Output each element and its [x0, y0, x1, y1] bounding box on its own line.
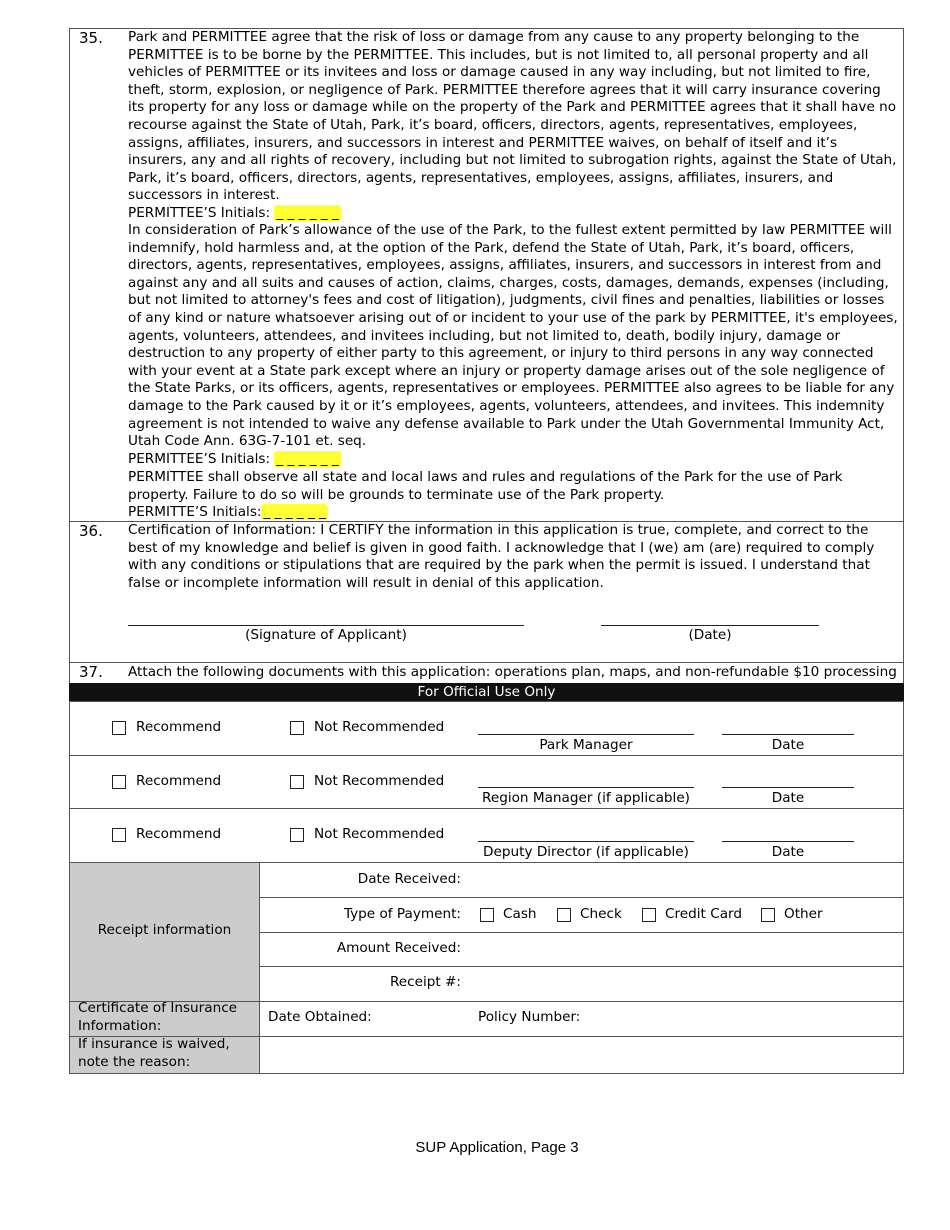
initials-label-3: PERMITTE’S Initials: [128, 504, 262, 521]
initials-field-2[interactable]: _ _ _ _ _ _ [276, 450, 339, 467]
other-label: Other [784, 906, 823, 922]
park-manager-date-line[interactable] [722, 734, 854, 735]
recommend-checkbox[interactable] [112, 721, 126, 735]
park-manager-date-caption: Date [771, 737, 805, 753]
date-line[interactable] [601, 625, 819, 626]
signature-line[interactable] [128, 625, 524, 626]
credit-card-checkbox[interactable] [642, 908, 656, 922]
certificate-of-insurance-label: Certificate of Insurance Information: [78, 1000, 238, 1034]
official-use-header: For Official Use Only [69, 683, 904, 702]
indemnity-text: In consideration of Park’s allowance of the use of the Park, to the fullest extent permitted by law PERMITTEE will indemnify, hold harmless and, at the option of the Park, defend the State of Utah, Park, it’s board, officers, directors, agents, representatives, employees, assigns, affiliates, insurers, and successors in interest from and against any and all suits and causes of action, claims, charges, costs, damages, demands, expenses (including, but not limited to attorney's fees and cost of litigation), judgments, civil fines and penalties, liabilities or losses of any kind or nature whatsoever arising out of or incident to your use of the park by PERMITTEE, it's employees, agents, volunteers, attendees, and invitees including, but not limited to, death, bodily injury, damage or destruction to any property of either party to this agreement, or injury to third persons in any way connected with your event at a State park except where an injury or property damage arises out of the sole negligence of the State Parks, or its officers, agents, representatives or employees. PERMITTEE also agrees to be liable for any damage to the Park caused by it or it’s employees, agents, volunteers, attendees, and invitees. This indemnity agreement is not intended to waive any defense available to Park under the Utah Governmental Immunity Act, Utah Code Ann. 63G-7-101 et. seq. [128, 222, 898, 450]
receipt-row-divider [259, 932, 904, 933]
initials-label-2: PERMITTEE’S Initials: [128, 450, 275, 467]
page-footer: SUP Application, Page 3 [415, 1139, 579, 1156]
policy-number-label: Policy Number: [478, 1009, 581, 1025]
certification-text: Certification of Information: I CERTIFY the information in this application is true, complete, and correct to the best of my knowledge and belief is given in good faith. I acknowledge that I (we) am (are) required to comply with any conditions or stipulations that are required by the park when the permit is issued. I understand that false or incomplete information will result in denial of this application. [128, 522, 875, 591]
signature-caption: (Signature of Applicant) [245, 627, 407, 643]
not-recommended-label: Not Recommended [314, 719, 445, 735]
initials-field-1[interactable]: _ _ _ _ _ _ [276, 204, 339, 221]
not-recommended-checkbox[interactable] [290, 721, 304, 735]
not-recommended-label: Not Recommended [314, 826, 445, 842]
not-recommended-checkbox[interactable] [290, 828, 304, 842]
park-manager-signature-line[interactable] [478, 734, 694, 735]
official-row-divider [69, 808, 904, 809]
region-manager-date-line[interactable] [722, 787, 854, 788]
section-37 [69, 662, 904, 684]
attachments-text: Attach the following documents with this application: operations plan, maps, and non-refundable $10 processing [128, 664, 897, 680]
date-received-label: Date Received: [357, 871, 461, 887]
section-35-paragraph-3 [128, 469, 898, 522]
section-35-paragraph-1 [128, 29, 898, 223]
receipt-column-divider [259, 862, 260, 1074]
type-of-payment-label: Type of Payment: [343, 906, 461, 922]
not-recommended-checkbox[interactable] [290, 775, 304, 789]
cash-checkbox[interactable] [480, 908, 494, 922]
receipt-information-title: Receipt information [97, 922, 232, 938]
recommend-label: Recommend [136, 826, 222, 842]
deputy-director-caption: Deputy Director (if applicable) [483, 844, 689, 860]
credit-card-label: Credit Card [665, 906, 743, 922]
laws-text: PERMITTEE shall observe all state and local laws and rules and regulations of the Park for the use of Park property. Failure to do so will be grounds to terminate use of the Park property. [128, 469, 843, 503]
section-35 [69, 28, 904, 522]
region-manager-date-caption: Date [771, 790, 805, 806]
check-checkbox[interactable] [557, 908, 571, 922]
region-manager-signature-line[interactable] [478, 787, 694, 788]
recommend-checkbox[interactable] [112, 828, 126, 842]
risk-of-loss-text: Park and PERMITTEE agree that the risk of loss or damage from any cause to any property belonging to the PERMITTEE is to be borne by the PERMITTEE. This includes, but is not limited to, all personal property and all vehicles of PERMITTEE or its invitees and loss or damage caused in any way including, but not limited to fire, theft, storm, explosion, or negligence of Park. PERMITTEE therefore agrees that it will carry insurance covering its property for any loss or damage while on the property of the Park and PERMITTEE agrees that it shall have no recourse against the State of Utah, Park, it’s board, officers, directors, agents, representatives, employees, assigns, affiliates, insurers, and successors in interest and PERMITTEE waives, on behalf of itself and it’s insurers, any and all rights of recovery, including but not limited to subrogation rights, against the State of Utah, Park, it’s board, officers, directors, agents, representatives, employees, assigns, affiliates, insurers, and successors in interest. [128, 29, 897, 204]
section-36-number: 36. [79, 522, 103, 540]
section-35-paragraph-2 [128, 222, 898, 468]
section-36 [69, 521, 904, 663]
insurance-waived-label: If insurance is waived, note the reason: [78, 1036, 230, 1070]
date-caption: (Date) [688, 627, 732, 643]
initials-label-1: PERMITTEE’S Initials: [128, 204, 275, 221]
official-row-divider [69, 755, 904, 756]
receipt-number-label: Receipt #: [389, 974, 461, 990]
initials-field-3[interactable]: _ _ _ _ _ _ [263, 504, 326, 521]
recommend-checkbox[interactable] [112, 775, 126, 789]
cash-label: Cash [503, 906, 537, 922]
deputy-director-date-caption: Date [771, 844, 805, 860]
deputy-director-date-line[interactable] [722, 841, 854, 842]
receipt-row-divider [259, 897, 904, 898]
section-35-number: 35. [79, 29, 103, 47]
recommend-label: Recommend [136, 773, 222, 789]
other-checkbox[interactable] [761, 908, 775, 922]
not-recommended-label: Not Recommended [314, 773, 445, 789]
date-obtained-label: Date Obtained: [268, 1009, 372, 1025]
region-manager-caption: Region Manager (if applicable) [482, 790, 690, 806]
park-manager-caption: Park Manager [539, 737, 633, 753]
amount-received-label: Amount Received: [336, 940, 461, 956]
deputy-director-signature-line[interactable] [478, 841, 694, 842]
section-37-number: 37. [79, 663, 103, 681]
receipt-row-divider [259, 966, 904, 967]
recommend-label: Recommend [136, 719, 222, 735]
check-label: Check [580, 906, 622, 922]
